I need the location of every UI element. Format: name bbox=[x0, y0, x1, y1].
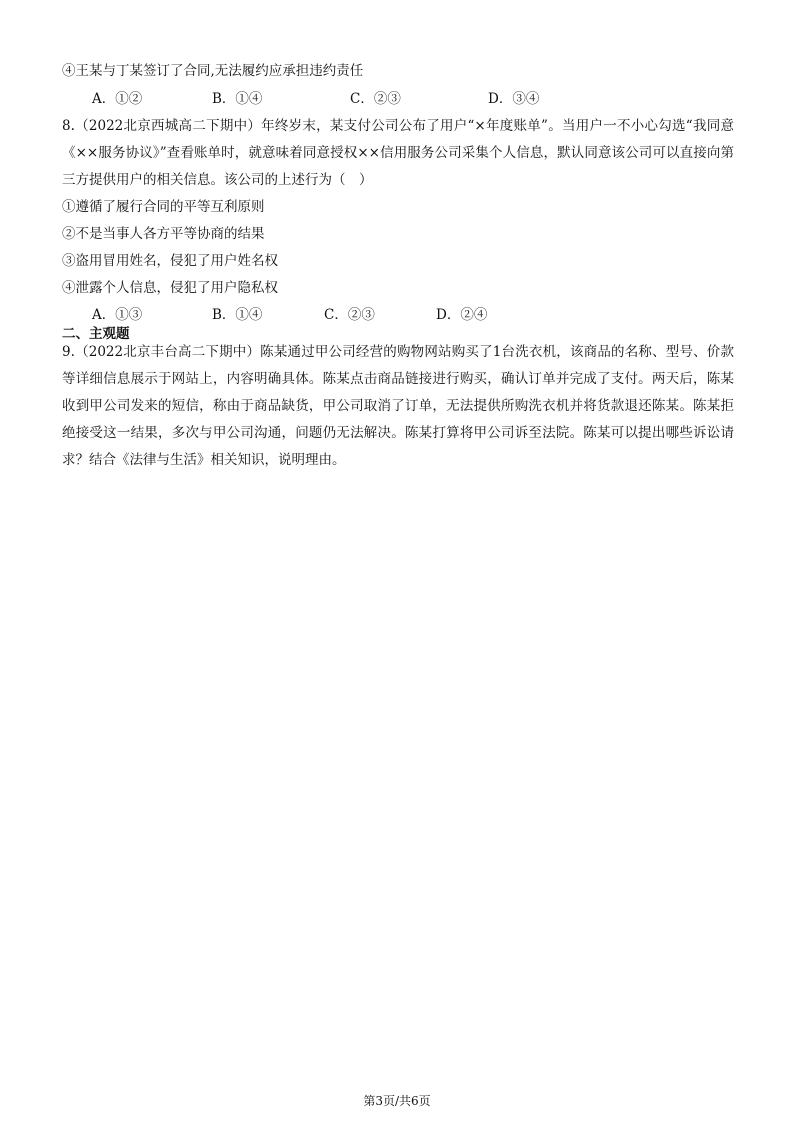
q8-stem: 8.（2022北京西城高二下期中）年终岁末，某支付公司公布了用户“×年度账单”。当用户一不小心勾选“我同意《××服务协议》”查看账单时，就意味着同意授权××信用服务公司采集个人信息，默认同意该公司可以直接向第三方提供用户的相关信息。该公司的上述行为（ ） bbox=[62, 118, 734, 188]
q8-option-d[interactable]: D．②④ bbox=[436, 307, 488, 323]
q8-item-4: ④泄露个人信息，侵犯了用户隐私权 bbox=[62, 280, 278, 296]
q7-item-4: ④王某与丁某签订了合同,无法履约应承担违约责任 bbox=[62, 63, 364, 79]
q8-item-3: ③盗用冒用姓名，侵犯了用户姓名权 bbox=[62, 253, 278, 269]
page-number: 第3页/共6页 bbox=[363, 1094, 431, 1108]
q8-item-1: ①遵循了履行合同的平等互利原则 bbox=[62, 199, 265, 215]
q8-option-a[interactable]: A．①③ bbox=[92, 307, 143, 323]
q9-stem: 9.（2022北京丰台高二下期中）陈某通过甲公司经营的购物网站购买了1台洗衣机，该商品的名称、型号、价款等详细信息展示于网站上，内容明确具体。陈某点击商品链接进行购买，确认订单并完成了支付。两天后，陈某收到甲公司发来的短信，称由于商品缺货，甲公司取消了订单，无法提供所购洗衣机并将货款退还陈某。陈某拒绝接受这一结果，多次与甲公司沟通，问题仍无法解决。陈某打算将甲公司诉至法院。陈某可以提出哪些诉讼请求？结合《法律与生活》相关知识，说明理由。 bbox=[62, 344, 734, 468]
q7-option-d[interactable]: D．③④ bbox=[488, 91, 540, 107]
section-title-subjective: 二、主观题 bbox=[62, 326, 130, 342]
q8-item-2: ②不是当事人各方平等协商的结果 bbox=[62, 226, 265, 242]
q7-option-b[interactable]: B．①④ bbox=[212, 91, 263, 107]
q7-option-a[interactable]: A．①② bbox=[92, 91, 143, 107]
q7-option-c[interactable]: C．②③ bbox=[350, 91, 401, 107]
q8-option-b[interactable]: B．①④ bbox=[212, 307, 263, 323]
q8-option-c[interactable]: C．②③ bbox=[324, 307, 375, 323]
